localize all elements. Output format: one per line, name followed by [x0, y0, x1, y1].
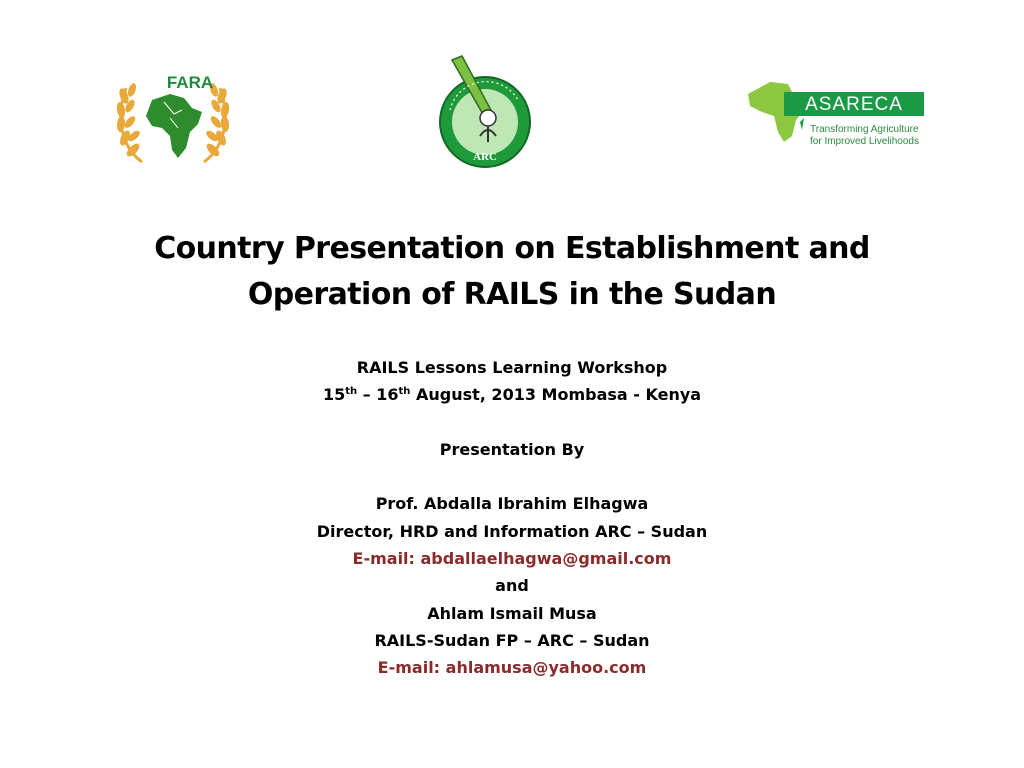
- arc-text: ARC: [473, 151, 497, 163]
- presentation-by: Presentation By: [439, 439, 585, 459]
- workshop-date: [0, 381, 1024, 408]
- date-rest: August, 2013 Mombasa - Kenya: [410, 385, 702, 405]
- workshop-name: RAILS Lessons Learning Workshop: [356, 358, 668, 377]
- presenter-2-role: RAILS-Sudan FP – ARC – Sudan: [374, 630, 650, 650]
- title-line-1: Country Presentation on Establishment and: [154, 231, 870, 266]
- title-line-2: Operation of RAILS in the Sudan: [247, 277, 777, 312]
- asareca-name: ASARECA: [805, 94, 903, 115]
- fara-emblem-icon: [112, 66, 234, 170]
- asareca-emblem-icon: [744, 76, 934, 150]
- presenter-1-email[interactable]: E-mail: abdallaelhagwa@gmail.com: [352, 549, 672, 569]
- presenter-1-name: Prof. Abdalla Ibrahim Elhagwa: [375, 494, 649, 514]
- date-separator: –: [357, 385, 377, 405]
- presenter-2-email[interactable]: E-mail: ahlamusa@yahoo.com: [377, 658, 647, 678]
- spacer: [0, 463, 1024, 490]
- spacer: [0, 409, 1024, 436]
- arc-logo: [430, 52, 540, 170]
- slide-title: [0, 226, 1024, 318]
- presenter-2-name: Ahlam Ismail Musa: [427, 603, 597, 623]
- slide-body: [0, 354, 1024, 682]
- asareca-logo: [744, 76, 934, 150]
- date-day-1: 15: [322, 385, 346, 405]
- asareca-tagline-1: Transforming Agriculture: [810, 124, 919, 135]
- date-day-2: 16: [376, 385, 399, 405]
- fara-text: FARA: [166, 73, 214, 92]
- and-text: and: [495, 576, 529, 596]
- arc-emblem-icon: [430, 52, 540, 170]
- presenter-1-role: Director, HRD and Information ARC – Sudan: [316, 521, 708, 541]
- asareca-tagline-2: for Improved Livelihoods: [810, 136, 919, 147]
- fara-logo: [112, 66, 234, 170]
- date-sup-1: th: [345, 386, 358, 398]
- date-sup-2: th: [398, 386, 411, 398]
